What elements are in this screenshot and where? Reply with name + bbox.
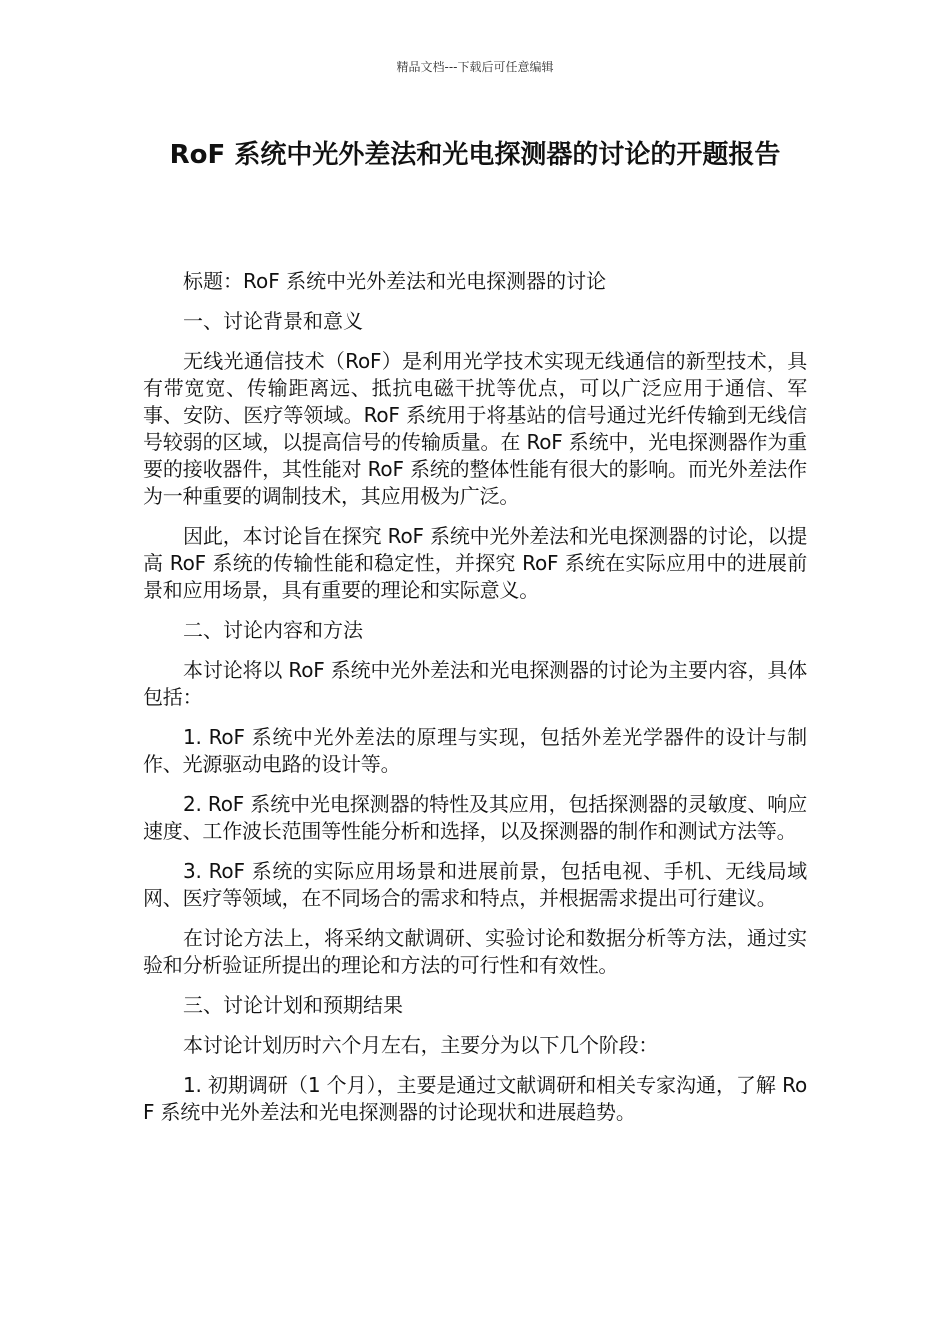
paragraph-background: 无线光通信技术（RoF）是利用光学技术实现无线通信的新型技术，具有带宽宽、传输距离远、抵抗电磁干扰等优点，可以广泛应用于通信、军事、安防、医疗等领域。RoF 系统用于将基站的信号通过光纤传输到无线信号较弱的区域，以提高信号的传输质量。在 RoF 系统中，光电探测器作为重要的接收器件，其性能对 RoF 系统的整体性能有很大的影响。而光外差法作为一种重要的调制技术，其应用极为广泛。 <box>143 349 807 508</box>
section-heading-background: 一、讨论背景和意义 <box>183 309 363 333</box>
section-heading-content-methods: 二、讨论内容和方法 <box>183 618 363 642</box>
paragraph-significance: 因此，本讨论旨在探究 RoF 系统中光外差法和光电探测器的讨论，以提高 RoF 系统的传输性能和稳定性，并探究 RoF 系统在实际应用中的进展前景和应用场景，具有重要的理论和实际意义。 <box>143 524 807 602</box>
list-item-3: 3. RoF 系统的实际应用场景和进展前景，包括电视、手机、无线局域网、医疗等领域，在不同场合的需求和特点，并根据需求提出可行建议。 <box>143 859 807 910</box>
document-body <box>143 268 807 1139</box>
paragraph-plan-intro: 本讨论计划历时六个月左右，主要分为以下几个阶段： <box>183 1033 659 1057</box>
paragraph-content-intro: 本讨论将以 RoF 系统中光外差法和光电探测器的讨论为主要内容，具体包括： <box>143 658 807 709</box>
document-title: RoF 系统中光外差法和光电探测器的讨论的开题报告 <box>169 140 781 170</box>
page-header-watermark: 精品文档---下载后可任意编辑 <box>396 60 554 74</box>
list-item-1: 1. RoF 系统中光外差法的原理与实现，包括外差光学器件的设计与制作、光源驱动电路的设计等。 <box>143 725 807 776</box>
paragraph-methods: 在讨论方法上，将采纳文献调研、实验讨论和数据分析等方法，通过实验和分析验证所提出的理论和方法的可行性和有效性。 <box>143 926 807 977</box>
subject-line: 标题：RoF 系统中光外差法和光电探测器的讨论 <box>183 269 607 293</box>
plan-item-1: 1. 初期调研（1 个月），主要是通过文献调研和相关专家沟通，了解 RoF 系统中光外差法和光电探测器的讨论现状和进展趋势。 <box>143 1073 807 1124</box>
list-item-2: 2. RoF 系统中光电探测器的特性及其应用，包括探测器的灵敏度、响应速度、工作波长范围等性能分析和选择，以及探测器的制作和测试方法等。 <box>143 792 807 843</box>
section-heading-plan: 三、讨论计划和预期结果 <box>183 993 403 1017</box>
